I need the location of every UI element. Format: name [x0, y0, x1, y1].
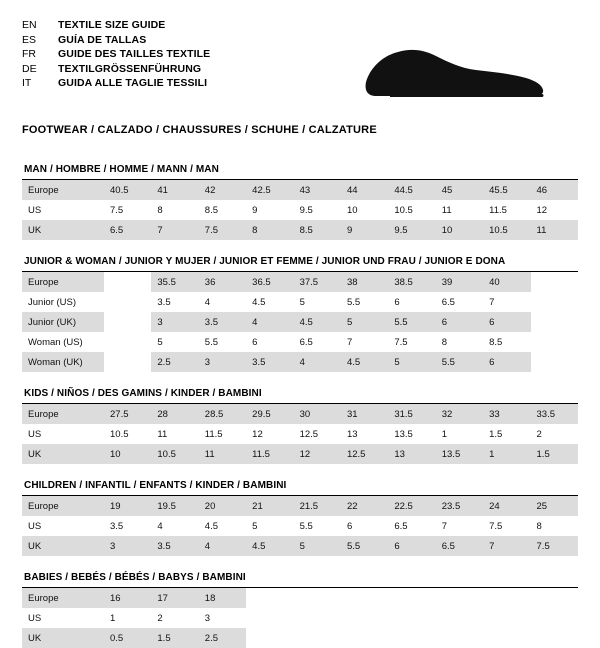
- row-label: UK: [22, 628, 104, 648]
- size-cell: 7.5: [110, 204, 124, 216]
- size-cell: [388, 608, 435, 628]
- size-cell: 7: [151, 220, 198, 240]
- row-label: UK: [22, 220, 104, 240]
- size-cell: 2: [536, 428, 542, 440]
- language-title: GUIDA ALLE TAGLIE TESSILI: [58, 77, 208, 89]
- size-cell: 5: [157, 336, 163, 348]
- size-cell: 36.5: [246, 272, 293, 292]
- size-cell: 17: [151, 588, 198, 608]
- size-cell: 5: [341, 312, 388, 332]
- size-cell: [341, 588, 388, 608]
- row-label: US: [28, 204, 42, 216]
- table-row: [22, 536, 578, 556]
- size-table: [22, 180, 578, 240]
- size-cell: 4.5: [246, 536, 293, 556]
- size-cell: 5.5: [436, 352, 483, 372]
- size-group-title: MAN / HOMBRE / HOMME / MANN / MAN: [24, 164, 219, 175]
- size-cell: 25: [531, 496, 578, 516]
- size-cell: 7: [441, 520, 448, 532]
- size-cell: 5: [294, 536, 341, 556]
- language-code: IT: [22, 77, 32, 89]
- size-cell: 2: [157, 612, 163, 624]
- size-cell: 37.5: [294, 272, 341, 292]
- size-cell: 5.5: [388, 312, 435, 332]
- size-cell: 36: [199, 272, 246, 292]
- size-cell: [531, 628, 578, 648]
- size-cell: [531, 272, 578, 292]
- page-header: [22, 18, 578, 110]
- size-group: [22, 164, 578, 240]
- row-label: Junior (UK): [22, 312, 104, 332]
- language-title: GUÍA DE TALLAS: [58, 33, 147, 46]
- table-row: [22, 588, 578, 608]
- size-cell: 31.5: [388, 404, 435, 424]
- size-cell: 1: [441, 428, 448, 440]
- size-cell: 5: [388, 352, 435, 372]
- size-cell: 12: [252, 428, 263, 440]
- size-cell: 40: [483, 272, 530, 292]
- size-cell: 44.5: [388, 180, 435, 200]
- size-cell: 4: [294, 352, 341, 372]
- table-row: [22, 180, 578, 200]
- size-cell: [531, 608, 578, 628]
- size-cell: 11.5: [489, 204, 507, 216]
- size-cell: 7.5: [199, 220, 246, 240]
- size-cell: [531, 312, 578, 332]
- size-cell: 27.5: [104, 404, 151, 424]
- table-row: [22, 496, 578, 516]
- size-cell: 24: [483, 496, 530, 516]
- size-cell: [246, 608, 293, 628]
- size-cell: 39: [436, 272, 483, 292]
- size-cell: 29.5: [246, 404, 293, 424]
- size-cell: 6: [436, 312, 483, 332]
- row-label: Europe: [22, 404, 104, 424]
- size-cell: 10: [346, 204, 358, 216]
- size-cell: [104, 292, 151, 312]
- size-cell: 10.5: [483, 220, 530, 240]
- size-cell: [341, 628, 388, 648]
- size-cell: 9.5: [388, 220, 435, 240]
- size-cell: 45.5: [483, 180, 530, 200]
- size-cell: 9: [341, 220, 388, 240]
- size-cell: 1: [110, 612, 116, 624]
- size-group: [22, 480, 578, 556]
- size-cell: 3.5: [151, 536, 198, 556]
- size-cell: 1.5: [151, 628, 198, 648]
- size-cell: 3: [204, 612, 211, 624]
- size-cell: 7: [346, 336, 353, 348]
- language-row: [22, 47, 210, 62]
- size-cell: 41: [151, 180, 198, 200]
- table-row: [22, 516, 578, 536]
- size-group: [22, 256, 578, 372]
- table-row: [22, 220, 578, 240]
- language-code: EN: [22, 19, 37, 31]
- size-cell: [531, 332, 578, 352]
- size-cell: 31: [341, 404, 388, 424]
- size-cell: 12: [294, 444, 341, 464]
- size-cell: 12: [536, 204, 548, 216]
- size-cell: 28: [151, 404, 198, 424]
- size-cell: 18: [199, 588, 246, 608]
- size-cell: 4.5: [341, 352, 388, 372]
- table-row: [22, 352, 578, 372]
- size-cell: 46: [531, 180, 578, 200]
- size-cell: [436, 608, 483, 628]
- size-cell: 6.5: [436, 536, 483, 556]
- table-row: [22, 292, 578, 312]
- size-cell: 12.5: [299, 428, 319, 440]
- table-row: [22, 444, 578, 464]
- size-group-title: BABIES / BEBÉS / BÉBÉS / BABYS / BAMBINI: [24, 572, 246, 583]
- row-label: UK: [22, 444, 104, 464]
- size-cell: 4.5: [294, 312, 341, 332]
- language-row: [22, 18, 210, 33]
- size-cell: 13.5: [436, 444, 483, 464]
- language-title: TEXTILGRÖSSENFÜHRUNG: [58, 62, 202, 75]
- row-label: Woman (UK): [22, 352, 104, 372]
- size-cell: 43: [294, 180, 341, 200]
- size-cell: 3.5: [157, 296, 171, 308]
- size-cell: 11: [199, 444, 246, 464]
- size-cell: [294, 608, 341, 628]
- size-cell: 4.5: [204, 520, 218, 532]
- size-cell: 3: [151, 312, 198, 332]
- size-cell: [483, 628, 530, 648]
- size-cell: 2.5: [199, 628, 246, 648]
- size-cell: [104, 332, 151, 352]
- language-title-list: [22, 18, 210, 91]
- size-cell: 33.5: [531, 404, 578, 424]
- table-row: [22, 424, 578, 444]
- size-cell: 19.5: [151, 496, 198, 516]
- size-cell: 3: [199, 352, 246, 372]
- language-code: ES: [22, 33, 37, 46]
- size-cell: 3.5: [246, 352, 293, 372]
- size-cell: [531, 292, 578, 312]
- size-cell: 6: [346, 520, 353, 532]
- size-cell: [104, 352, 151, 372]
- row-label: US: [28, 612, 42, 624]
- size-cell: 10: [436, 220, 483, 240]
- size-cell: 13.5: [394, 428, 413, 440]
- size-cell: 21: [246, 496, 293, 516]
- size-cell: 7.5: [394, 336, 408, 348]
- size-table: [22, 404, 578, 464]
- size-cell: 4: [199, 536, 246, 556]
- size-cell: 16: [104, 588, 151, 608]
- table-row: [22, 628, 578, 648]
- size-cell: 5.5: [204, 336, 218, 348]
- size-table: [22, 588, 578, 648]
- size-cell: 6: [483, 312, 530, 332]
- size-cell: [531, 352, 578, 372]
- size-cell: 32: [436, 404, 483, 424]
- size-group-title: JUNIOR & WOMAN / JUNIOR Y MUJER / JUNIOR ET FEMME / JUNIOR UND FRAU / JUNIOR E DONA: [24, 256, 506, 267]
- size-cell: 10.5: [394, 204, 413, 216]
- size-cell: [246, 588, 293, 608]
- size-cell: [483, 608, 530, 628]
- size-cell: 5: [252, 520, 258, 532]
- table-row: [22, 608, 578, 628]
- size-cell: 9: [252, 204, 258, 216]
- size-cell: [388, 588, 435, 608]
- size-cell: 1.5: [489, 428, 503, 440]
- size-cell: 4: [204, 296, 211, 308]
- row-label: Woman (US): [28, 336, 83, 348]
- size-cell: 11.5: [246, 444, 293, 464]
- size-cell: 3: [104, 536, 151, 556]
- size-cell: 6.5: [299, 336, 313, 348]
- size-cell: 11: [157, 428, 168, 440]
- size-table: [22, 272, 578, 372]
- page-title: FOOTWEAR / CALZADO / CHAUSSURES / SCHUHE / CALZATURE: [22, 124, 377, 136]
- size-cell: 28.5: [199, 404, 246, 424]
- table-row: [22, 200, 578, 220]
- size-cell: 23.5: [436, 496, 483, 516]
- size-cell: [531, 588, 578, 608]
- size-cell: [246, 628, 293, 648]
- size-cell: 5: [299, 296, 305, 308]
- size-cell: 38: [341, 272, 388, 292]
- size-cell: 4: [246, 312, 293, 332]
- size-cell: 11: [531, 220, 578, 240]
- size-cell: [104, 312, 151, 332]
- size-cell: 13: [388, 444, 435, 464]
- row-label: Europe: [22, 272, 104, 292]
- size-cell: 7.5: [489, 520, 503, 532]
- language-row: [22, 62, 210, 77]
- size-cell: [436, 628, 483, 648]
- size-cell: 30: [294, 404, 341, 424]
- size-cell: 21.5: [294, 496, 341, 516]
- language-code: DE: [22, 62, 37, 75]
- row-label: Europe: [22, 180, 104, 200]
- size-cell: 20: [199, 496, 246, 516]
- size-cell: [294, 588, 341, 608]
- size-cell: 5.5: [299, 520, 313, 532]
- size-cell: 6.5: [441, 296, 455, 308]
- size-cell: [294, 628, 341, 648]
- size-cell: 42: [199, 180, 246, 200]
- size-cell: 10: [104, 444, 151, 464]
- size-cell: 8.5: [204, 204, 218, 216]
- size-group: [22, 388, 578, 464]
- size-cell: 4.5: [252, 296, 266, 308]
- size-cell: 42.5: [246, 180, 293, 200]
- size-cell: [341, 608, 388, 628]
- size-cell: 6.5: [394, 520, 408, 532]
- size-cell: 6: [252, 336, 258, 348]
- size-cell: 8: [536, 520, 542, 532]
- size-cell: 7.5: [531, 536, 578, 556]
- size-cell: 6.5: [104, 220, 151, 240]
- size-cell: 8: [157, 204, 163, 216]
- size-cell: 11: [441, 204, 452, 216]
- size-cell: 9.5: [299, 204, 313, 216]
- size-cell: [483, 588, 530, 608]
- size-cell: 6: [483, 352, 530, 372]
- size-cell: 38.5: [388, 272, 435, 292]
- size-cell: 13: [346, 428, 358, 440]
- size-cell: 4: [157, 520, 163, 532]
- table-row: [22, 272, 578, 292]
- size-cell: 6: [394, 296, 400, 308]
- size-cell: 8: [246, 220, 293, 240]
- size-cell: 7: [489, 296, 495, 308]
- size-cell: 11.5: [204, 428, 223, 440]
- size-cell: 10.5: [151, 444, 198, 464]
- table-row: [22, 404, 578, 424]
- language-row: [22, 76, 210, 91]
- size-table: [22, 496, 578, 556]
- size-cell: 19: [104, 496, 151, 516]
- row-label: Europe: [22, 496, 104, 516]
- size-cell: 7: [483, 536, 530, 556]
- size-cell: 3.5: [110, 520, 124, 532]
- size-cell: 1.5: [531, 444, 578, 464]
- size-cell: 1: [483, 444, 530, 464]
- size-group-title: CHILDREN / INFANTIL / ENFANTS / KINDER / BAMBINI: [24, 480, 287, 491]
- size-cell: 3.5: [199, 312, 246, 332]
- size-cell: [388, 628, 435, 648]
- row-label: US: [28, 520, 42, 532]
- size-cell: 8.5: [489, 336, 503, 348]
- size-cell: 5.5: [346, 296, 361, 308]
- size-cell: 35.5: [151, 272, 198, 292]
- size-cell: 45: [436, 180, 483, 200]
- dress-shoe-icon: [360, 34, 550, 104]
- language-title: TEXTILE SIZE GUIDE: [58, 19, 166, 31]
- size-cell: 8: [441, 336, 448, 348]
- size-cell: 22: [341, 496, 388, 516]
- row-label: Europe: [22, 588, 104, 608]
- row-label: Junior (US): [28, 296, 77, 308]
- table-row: [22, 332, 578, 352]
- size-cell: 8.5: [294, 220, 341, 240]
- row-label: US: [28, 428, 42, 440]
- size-cell: 10.5: [110, 428, 129, 440]
- size-cell: [436, 588, 483, 608]
- size-cell: 33: [483, 404, 530, 424]
- language-row: [22, 33, 210, 48]
- size-cell: 22.5: [388, 496, 435, 516]
- language-code: FR: [22, 48, 36, 60]
- size-cell: 0.5: [104, 628, 151, 648]
- size-cell: [104, 272, 151, 292]
- size-group: [22, 572, 578, 648]
- row-label: UK: [22, 536, 104, 556]
- size-cell: 6: [388, 536, 435, 556]
- size-cell: 5.5: [341, 536, 388, 556]
- size-group-title: KIDS / NIÑOS / DES GAMINS / KINDER / BAMBINI: [24, 388, 262, 399]
- size-tables-container: [22, 164, 578, 648]
- language-title: GUIDE DES TAILLES TEXTILE: [58, 48, 211, 60]
- table-row: [22, 312, 578, 332]
- size-cell: 2.5: [151, 352, 198, 372]
- size-cell: 40.5: [104, 180, 151, 200]
- size-cell: 44: [341, 180, 388, 200]
- size-cell: 12.5: [341, 444, 388, 464]
